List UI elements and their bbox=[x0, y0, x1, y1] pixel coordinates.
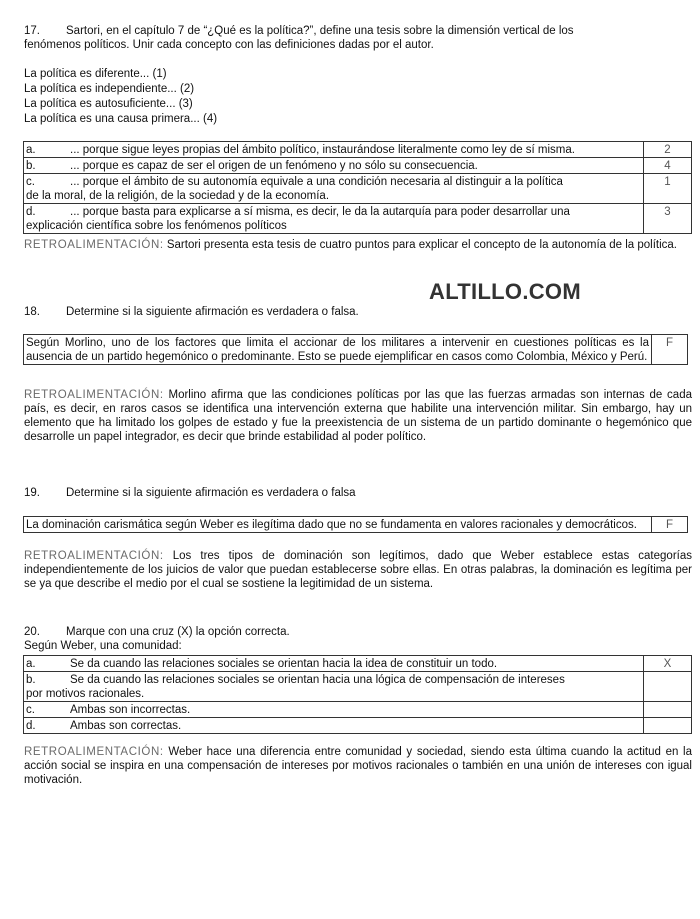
statement-cell: Según Morlino, uno de los factores que limita el accionar de los militares a intervenir en cuestiones políticas es la ausencia de un partido hegemónico o predominante. Esto se puede ejemplificar en casos como Colombia, México y Perú. bbox=[24, 335, 652, 365]
question-17-prompt bbox=[24, 24, 574, 38]
definition-cell: c. ... porque el ámbito de su autonomía equivale a una condición necesaria al distinguir a la política de la moral, de la religión, de la sociedad y de la economía. bbox=[24, 174, 644, 204]
answer-cell: F bbox=[652, 517, 688, 533]
feedback-label: RETROALIMENTACIÓN: bbox=[24, 550, 164, 562]
feedback-20 bbox=[24, 745, 692, 787]
answer-cell: X bbox=[644, 656, 692, 672]
question-text: Sartori, en el capítulo 7 de “¿Qué es la política?”, define una tesis sobre la dimensión vertical de los bbox=[66, 25, 574, 37]
question-number: 19. bbox=[24, 487, 40, 499]
true-false-table bbox=[23, 334, 688, 365]
definition-cell: a. ... porque sigue leyes propias del ámbito político, instaurándose literalmente como ley de sí misma. bbox=[24, 142, 644, 158]
table-row bbox=[24, 204, 692, 234]
question-19-prompt bbox=[24, 486, 356, 500]
table-row bbox=[24, 335, 688, 365]
definition-cell: d. ... porque basta para explicarse a sí misma, es decir, le da la autarquía para poder desarrollar una explicación científica sobre los fenómenos políticos bbox=[24, 204, 644, 234]
question-20-prompt-cont: Según Weber, una comunidad: bbox=[24, 640, 182, 652]
concept-item: La política es diferente... (1) bbox=[24, 68, 167, 80]
question-number: 18. bbox=[24, 306, 40, 318]
option-cell: a. Se da cuando las relaciones sociales se orientan hacia la idea de constituir un todo. bbox=[24, 656, 644, 672]
feedback-label: RETROALIMENTACIÓN: bbox=[24, 389, 164, 401]
table-row bbox=[24, 174, 692, 204]
feedback-text: Los tres tipos de dominación son legítimos, dado que Weber establece estas categorías independientemente de los juicios de valor que puedan establecerse sobre ellas. En otras palabras, la dominación es legítima per se ya que describe el medio por el cual se sostiene la legitimidad de un sistema. bbox=[24, 550, 692, 590]
answer-cell bbox=[644, 718, 692, 734]
true-false-table bbox=[23, 516, 688, 533]
definition-cell: b. ... porque es capaz de ser el origen de un fenómeno y no sólo su consecuencia. bbox=[24, 158, 644, 174]
watermark-logo: ALTILLO.COM bbox=[429, 279, 581, 304]
concept-item: La política es autosuficiente... (3) bbox=[24, 98, 193, 110]
question-text: Determine si la siguiente afirmación es verdadera o falsa bbox=[66, 487, 356, 499]
statement-cell: La dominación carismática según Weber es ilegítima dado que no se fundamenta en valores racionales y democráticos. bbox=[24, 517, 652, 533]
answer-cell: F bbox=[652, 335, 688, 365]
feedback-18 bbox=[24, 388, 692, 444]
answer-cell: 4 bbox=[644, 158, 692, 174]
feedback-text: Sartori presenta esta tesis de cuatro puntos para explicar el concepto de la autonomía de la política. bbox=[166, 239, 677, 251]
answer-cell: 1 bbox=[644, 174, 692, 204]
question-20-prompt bbox=[24, 625, 290, 639]
table-row bbox=[24, 702, 692, 718]
answer-cell bbox=[644, 672, 692, 702]
option-cell: b. Se da cuando las relaciones sociales se orientan hacia una lógica de compensación de intereses por motivos racionales. bbox=[24, 672, 644, 702]
concept-item: La política es independiente... (2) bbox=[24, 83, 195, 95]
question-number: 20. bbox=[24, 626, 40, 638]
answer-cell: 2 bbox=[644, 142, 692, 158]
matching-table bbox=[23, 141, 692, 234]
question-text: Marque con una cruz (X) la opción correcta. bbox=[66, 626, 290, 638]
answer-cell bbox=[644, 702, 692, 718]
table-row bbox=[24, 656, 692, 672]
feedback-label: RETROALIMENTACIÓN: bbox=[24, 746, 164, 758]
concept-list bbox=[24, 67, 217, 127]
table-row bbox=[24, 158, 692, 174]
feedback-text: Weber hace una diferencia entre comunidad y sociedad, siendo esta última cuando la actitud en la acción social se inspira en una compensación de intereses por motivos racionales o también en una unión de intereses con igual motivación. bbox=[24, 746, 692, 786]
table-row bbox=[24, 718, 692, 734]
feedback-17 bbox=[24, 238, 692, 252]
question-number: 17. bbox=[24, 25, 40, 37]
option-cell: d. Ambas son correctas. bbox=[24, 718, 644, 734]
concept-item: La política es una causa primera... (4) bbox=[24, 113, 218, 125]
table-row bbox=[24, 142, 692, 158]
table-row bbox=[24, 517, 688, 533]
question-18-prompt bbox=[24, 305, 359, 319]
table-row bbox=[24, 672, 692, 702]
option-cell: c. Ambas son incorrectas. bbox=[24, 702, 644, 718]
feedback-text: Morlino afirma que las condiciones políticas por las que las fuerzas armadas son internas de cada país, es decir, en raros casos se identifica una intervención externa que habilite una intervención militar. Sin embargo, hay un elemento que ha limitado los golpes de estado y fue la preexistencia de un sistema de un partido dominante o hegemónico que desarrolle un papel integrador, es decir que brinde estabilidad al poder político. bbox=[24, 389, 692, 443]
choice-table bbox=[23, 655, 692, 734]
question-17-prompt-cont: fenómenos políticos. Unir cada concepto con las definiciones dadas por el autor. bbox=[24, 39, 434, 51]
question-text: Determine si la siguiente afirmación es verdadera o falsa. bbox=[66, 306, 359, 318]
feedback-19 bbox=[24, 549, 692, 591]
feedback-label: RETROALIMENTACIÓN: bbox=[24, 239, 164, 251]
answer-cell: 3 bbox=[644, 204, 692, 234]
